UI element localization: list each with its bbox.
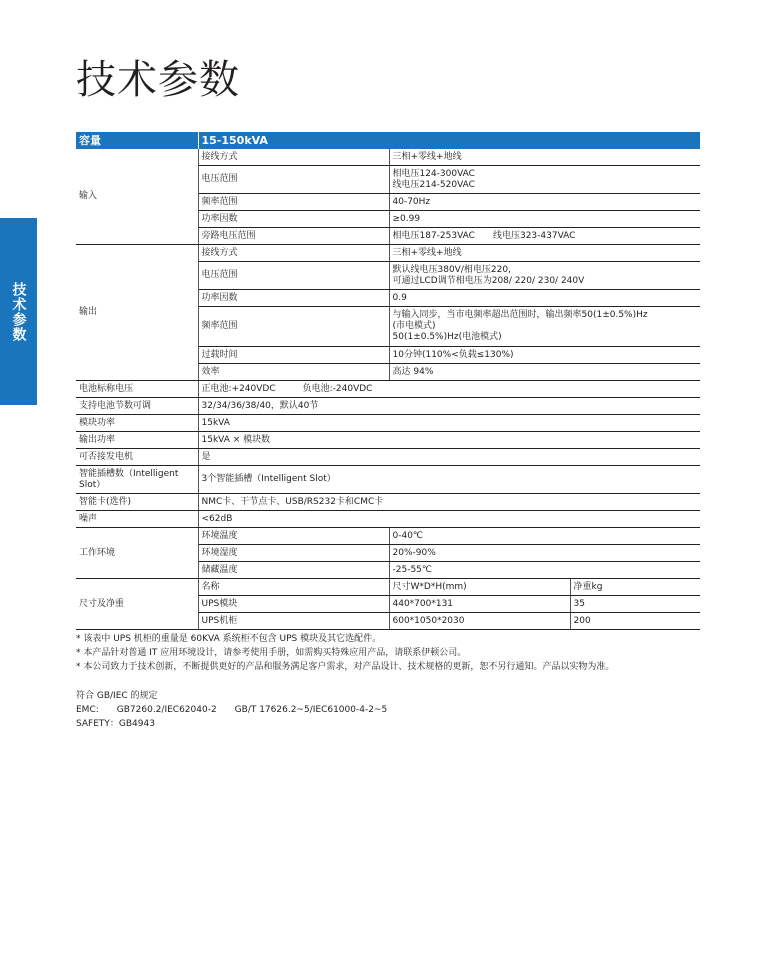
- value-line: 50(1±0.5%)Hz(电池模式): [392, 332, 502, 342]
- table-row: [76, 494, 700, 511]
- row-label: 支持电池节数可调: [76, 398, 198, 415]
- table-row: [76, 415, 700, 432]
- row-label: 输出功率: [76, 432, 198, 449]
- param-cell: 频率范围: [198, 194, 389, 211]
- footnote: * 本公司致力于技术创新，不断提供更好的产品和服务满足客户需求，对产品设计、技术规格的更新，恕不另行通知。产品以实物为准。: [76, 662, 615, 672]
- table-row: [76, 245, 700, 262]
- param-cell: 储藏温度: [198, 562, 389, 579]
- value-cell: 相电压187-253VAC 线电压323-437VAC: [389, 228, 700, 245]
- value-cell: 高达 94%: [389, 364, 700, 381]
- value-cell: 正电池:+240VDC 负电池:-240VDC: [198, 381, 700, 398]
- param-cell: 效率: [198, 364, 389, 381]
- capacity-label: 容量: [76, 132, 198, 149]
- spec-table: [76, 132, 700, 630]
- cell: 200: [570, 613, 700, 630]
- value-cell: ≥0.99: [389, 211, 700, 228]
- standards-safety: SAFETY：GB4943: [76, 719, 155, 729]
- param-cell: 环境温度: [198, 528, 389, 545]
- cell: 35: [570, 596, 700, 613]
- table-row: [76, 149, 700, 166]
- value-line: 可通过LCD调节相电压为208/ 220/ 230/ 240V: [392, 275, 585, 286]
- value-cell: 20%-90%: [389, 545, 700, 562]
- value-cell: 40-70Hz: [389, 194, 700, 211]
- table-header-row: [76, 132, 700, 149]
- value-cell: 0-40℃: [389, 528, 700, 545]
- environment-label: 工作环境: [76, 528, 198, 579]
- table-row: [76, 432, 700, 449]
- param-cell: 环境湿度: [198, 545, 389, 562]
- footnotes: [76, 632, 614, 674]
- value-cell: 15kVA: [198, 415, 700, 432]
- row-label: 可否接发电机: [76, 449, 198, 466]
- value-line: 默认线电压380V/相电压220,: [392, 264, 511, 275]
- table-row: [76, 381, 700, 398]
- footnote: * 本产品针对普通 IT 应用环境设计，请参考使用手册，如需购买特殊应用产品，请联系伊顿公司。: [76, 648, 467, 658]
- value-line: 线电压214-520VAC: [392, 179, 475, 190]
- value-cell: 三相+零线+地线: [389, 245, 700, 262]
- value-cell: 是: [198, 449, 700, 466]
- input-label: 输入: [76, 149, 198, 245]
- value-cell: 0.9: [389, 290, 700, 307]
- column-header: 净重kg: [570, 579, 700, 596]
- cell: UPS机柜: [198, 613, 389, 630]
- footnote: * 该表中 UPS 机柜的重量是 60KVA 系统柜不包含 UPS 模块及其它选配件。: [76, 634, 382, 644]
- value-cell: [389, 166, 700, 194]
- capacity-value: 15-150kVA: [198, 132, 700, 149]
- value-cell: 15kVA × 模块数: [198, 432, 700, 449]
- output-label: 输出: [76, 245, 198, 381]
- row-label: 智能插槽数（Intelligent Slot）: [76, 466, 198, 494]
- value-line: 与输入同步，当市电频率超出范围时，输出频率50(1±0.5%)Hz: [392, 310, 648, 320]
- param-cell: 接线方式: [198, 149, 389, 166]
- cell: 440*700*131: [389, 596, 570, 613]
- value-cell: [389, 307, 700, 347]
- value-cell: -25-55℃: [389, 562, 700, 579]
- param-cell: 功率因数: [198, 290, 389, 307]
- table-row: [76, 511, 700, 528]
- row-label: 智能卡(选件): [76, 494, 198, 511]
- param-cell: 电压范围: [198, 166, 389, 194]
- param-cell: 接线方式: [198, 245, 389, 262]
- column-header: 名称: [198, 579, 389, 596]
- param-cell: 过载时间: [198, 347, 389, 364]
- param-cell: 旁路电压范围: [198, 228, 389, 245]
- table-row: [76, 398, 700, 415]
- value-cell: [389, 262, 700, 290]
- value-cell: NMC卡、干节点卡、USB/RS232卡和CMC卡: [198, 494, 700, 511]
- side-tab: 技术参数: [0, 218, 37, 405]
- value-cell: 三相+零线+地线: [389, 149, 700, 166]
- table-row: [76, 449, 700, 466]
- value-cell: 10分钟(110%<负载≤130%): [389, 347, 700, 364]
- page-title: 技术参数: [76, 57, 240, 103]
- standards: [76, 689, 387, 731]
- value-line: 相电压124-300VAC: [392, 168, 475, 179]
- column-header: 尺寸W*D*H(mm): [389, 579, 570, 596]
- table-row: [76, 528, 700, 545]
- value-cell: 3个智能插槽（Intelligent Slot）: [198, 466, 700, 494]
- param-cell: 电压范围: [198, 262, 389, 290]
- param-cell: 功率因数: [198, 211, 389, 228]
- dimensions-label: 尺寸及净重: [76, 579, 198, 630]
- standards-heading: 符合 GB/IEC 的规定: [76, 691, 158, 701]
- value-cell: <62dB: [198, 511, 700, 528]
- table-row: [76, 579, 700, 596]
- value-line: (市电模式): [392, 321, 436, 331]
- table-row: [76, 466, 700, 494]
- value-cell: 32/34/36/38/40，默认40节: [198, 398, 700, 415]
- row-label: 噪声: [76, 511, 198, 528]
- param-cell: 频率范围: [198, 307, 389, 347]
- cell: 600*1050*2030: [389, 613, 570, 630]
- row-label: 电池标称电压: [76, 381, 198, 398]
- cell: UPS模块: [198, 596, 389, 613]
- row-label: 模块功率: [76, 415, 198, 432]
- standards-emc: EMC: GB7260.2/IEC62040-2 GB/T 17626.2~5/IEC61000-4-2~5: [76, 705, 388, 715]
